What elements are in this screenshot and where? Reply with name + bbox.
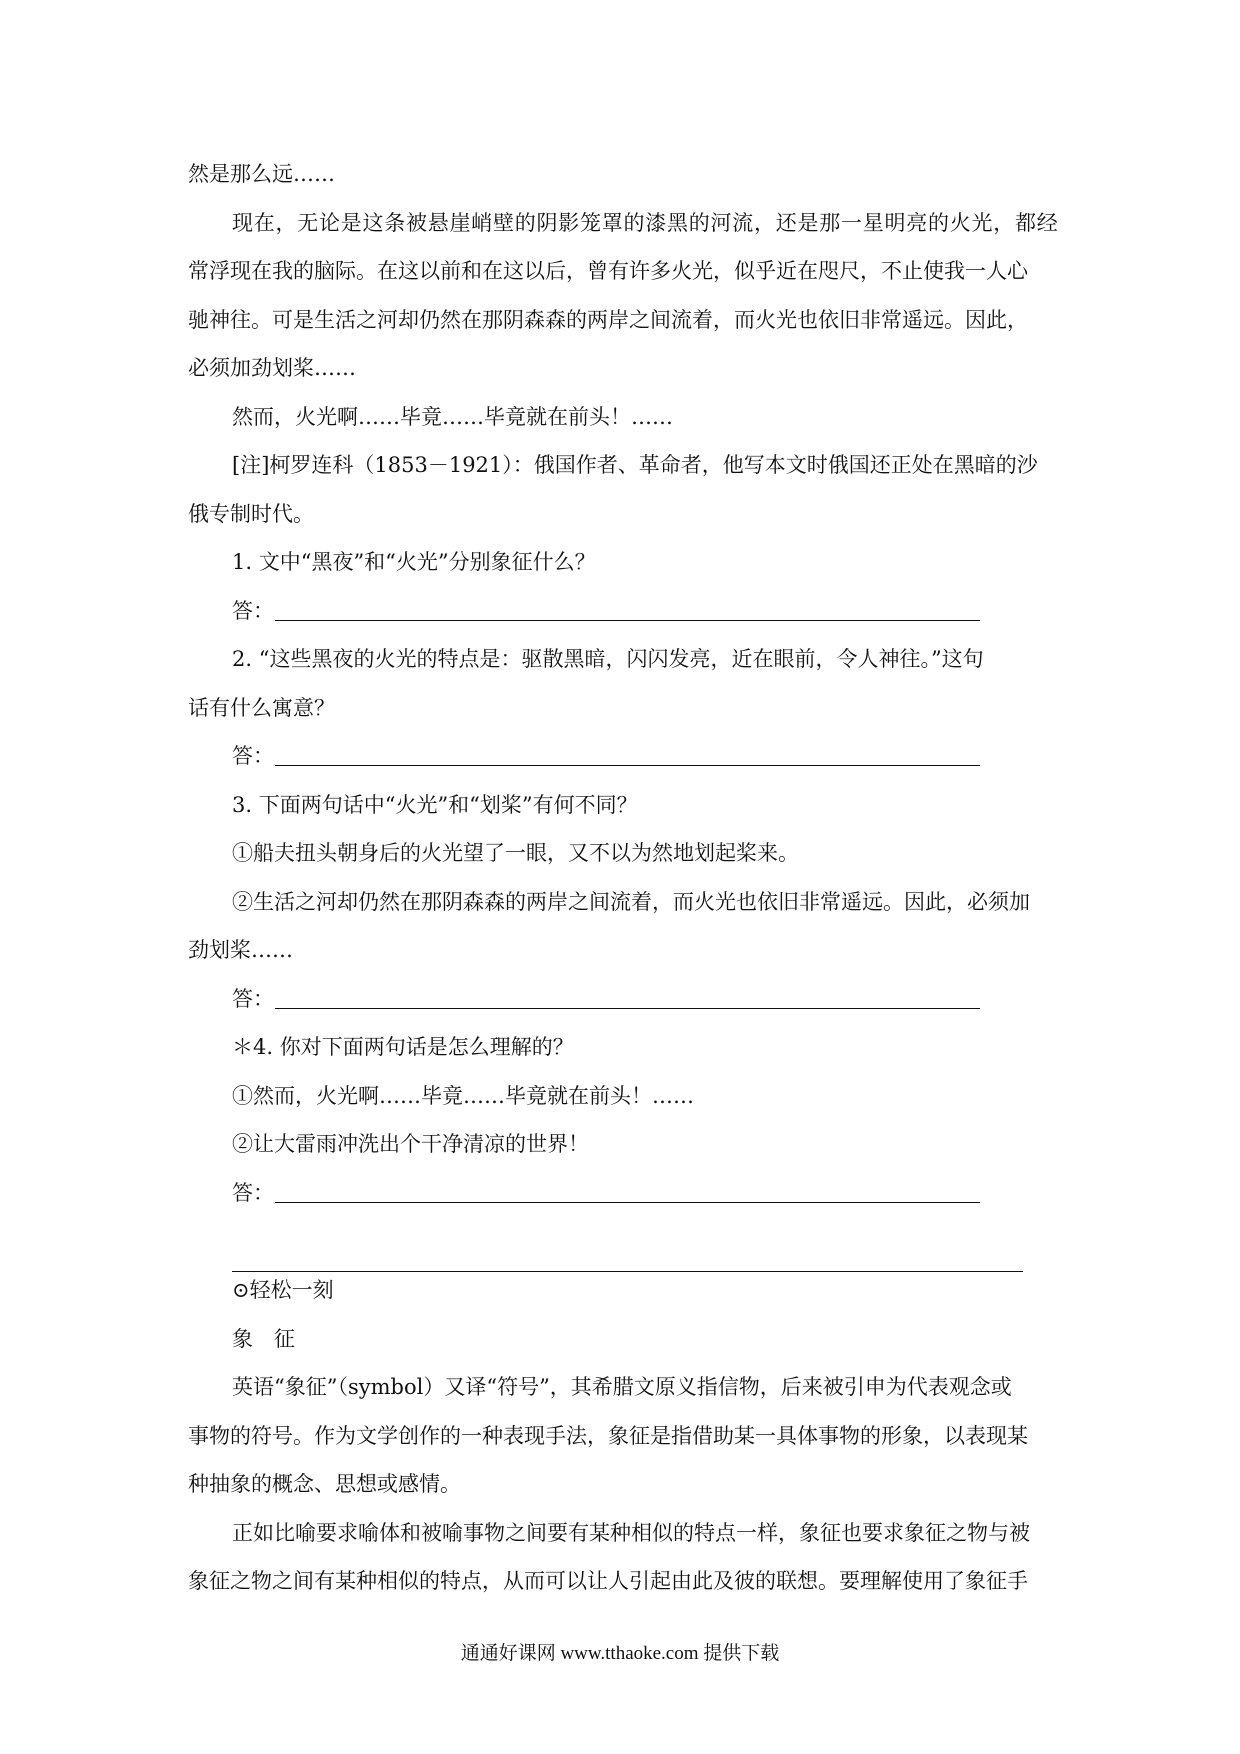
relax-paragraph-1-line-2: 事物的符号。作为文学创作的一种表现手法，象征是指借助某一具体事物的形象，以表现某 [188,1424,1028,1448]
question-1: 1. 文中“黑夜”和“火光”分别象征什么？ [232,550,596,574]
question-3-sentence-2-line-2: 劲划桨…… [188,938,293,962]
relax-heading: ⊙轻松一刻 [232,1278,334,1302]
answer-blank-line[interactable] [275,1202,980,1203]
answer-label: 答： [232,599,274,623]
answer-blank-line[interactable] [275,765,980,766]
question-4: ＊4. 你对下面两句话是怎么理解的？ [232,1035,574,1059]
question-2-line-2: 话有什么寓意？ [188,696,335,720]
answer-label: 答： [232,1181,274,1205]
answer-blank-line[interactable] [275,1008,980,1009]
question-3-sentence-1: ①船夫扭头朝身后的火光望了一眼，又不以为然地划起桨来。 [232,841,799,865]
passage-line: 然是那么远…… [188,162,335,186]
question-3-sentence-2-line-1: ②生活之河却仍然在那阴森森的两岸之间流着，而火光也依旧非常遥远。因此，必须加 [232,890,1030,914]
passage-paragraph-1-line-1: 现 在 ， 无 论 是 这 条 被 悬 崖 峭 壁 的 阴 影 笼 罩 的 漆 黑 的 河 流 ， 还 是 那 一 星 明 亮 的 火 光 ， 都 经 [232,211,1058,235]
relax-paragraph-2-line-2: 象征之物之间有某种相似的特点，从而可以让人引起由此及彼的联想。要理解使用了象征手 [188,1569,1028,1593]
relax-paragraph-2-line-1: 正如比喻要求喻体和被喻事物之间要有某种相似的特点一样，象征也要求象征之物与被 [232,1521,1030,1545]
question-4-sentence-1: ①然而，火光啊……毕竟……毕竟就在前头！…… [232,1084,694,1108]
passage-paragraph-2: 然而，火光啊……毕竟……毕竟就在前头！…… [232,405,673,429]
section-divider [232,1271,1023,1272]
answer-label: 答： [232,987,274,1011]
note-line-2: 俄专制时代。 [188,502,314,526]
question-3: 3. 下面两句话中“火光”和“划桨”有何不同？ [232,793,638,817]
passage-paragraph-1-line-3: 驰神往。可是生活之河却仍然在那阴森森的两岸之间流着，而火光也依旧非常遥远。因此， [188,308,1028,332]
answer-blank-line[interactable] [275,620,980,621]
note-line-1: [注]柯罗连科（1853－1921）：俄国作者、革命者，他写本文时俄国还正处在黑暗的沙 [232,453,1038,477]
page-footer [0,1640,1240,1667]
question-2-line-1: 2. “这些黑夜的火光的特点是：驱散黑暗，闪闪发亮，近在眼前，令人神往。”这句 [232,647,984,671]
passage-paragraph-1-line-2: 常浮现在我的脑际。在这以前和在这以后，曾有许多火光，似乎近在咫尺，不止使我一人心 [188,259,1028,283]
question-4-sentence-2: ②让大雷雨冲洗出个干净清凉的世界！ [232,1132,589,1156]
relax-title: 象 征 [232,1327,295,1351]
answer-label: 答： [232,744,274,768]
passage-paragraph-1-line-4: 必须加劲划桨…… [188,356,356,380]
footer-source-text: 通通好课网 www.tthaoke.com 提供下载 [460,1643,780,1664]
relax-paragraph-1-line-1: 英语“象征”（symbol）又译“符号”，其希腊文原义指信物，后来被引申为代表观念或 [232,1375,1012,1399]
relax-paragraph-1-line-3: 种抽象的概念、思想或感情。 [188,1472,461,1496]
